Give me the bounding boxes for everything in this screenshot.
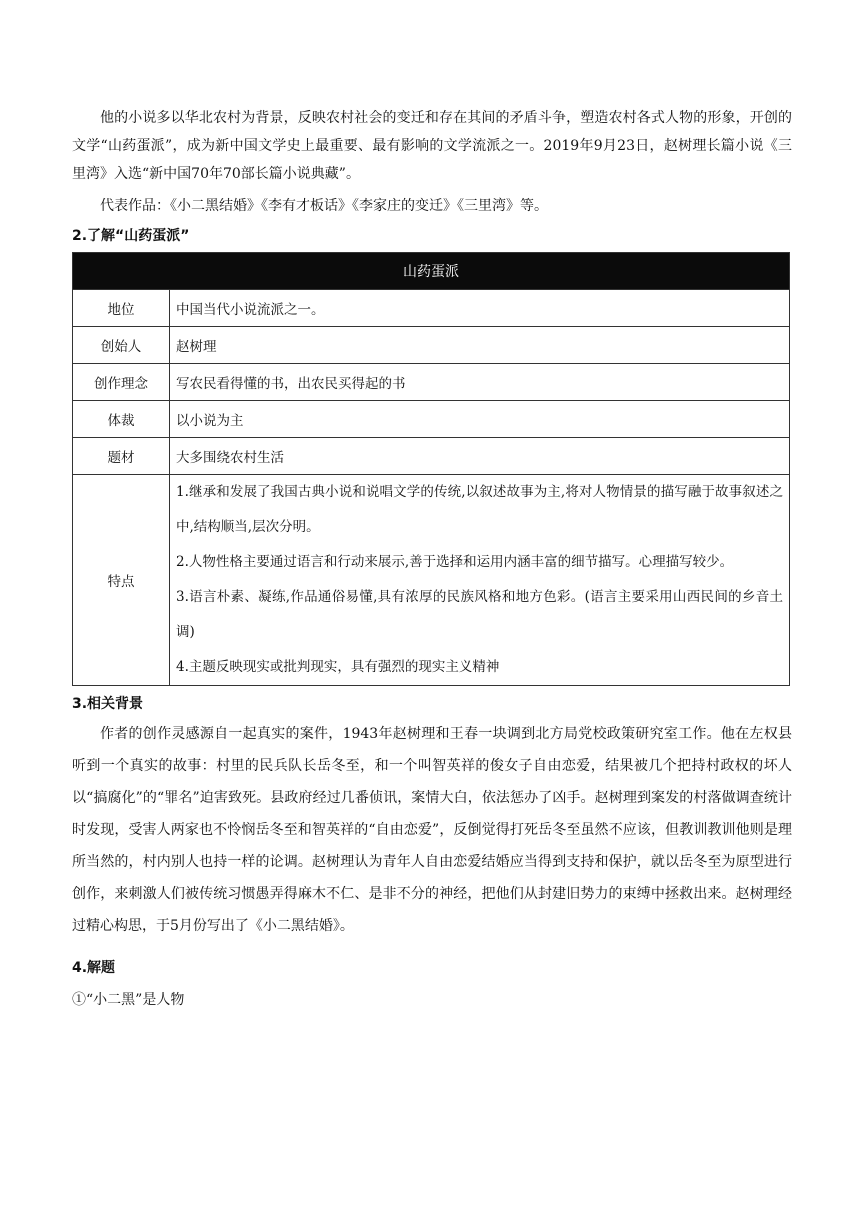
- features-cell: [170, 475, 790, 686]
- document-page: [72, 104, 792, 1016]
- feature-item: 3.语言朴素、凝练,作品通俗易懂,具有浓厚的民族风格和地方色彩。(语言主要采用山西民间的乡音土调): [176, 589, 783, 640]
- row-value: 中国当代小说流派之一。: [170, 290, 790, 327]
- row-value: 以小说为主: [170, 401, 790, 438]
- feature-item: 4.主题反映现实或批判现实，具有强烈的现实主义精神: [176, 659, 500, 675]
- table-row: [73, 327, 790, 364]
- background-paragraph: 作者的创作灵感源自一起真实的案件，1943年赵树理和王春一块调到北方局党校政策研究室工作。他在左权县听到一个真实的故事：村里的民兵队长岳冬至，和一个叫智英祥的俊女子自由恋爱，结果被几个把持村政权的坏人以“搞腐化”的“罪名”迫害致死。县政府经过几番侦讯，案情大白，依法惩办了凶手。赵树理到案发的村落做调查统计时发现，受害人两家也不怜悯岳冬至和智英祥的“自由恋爱”，反倒觉得打死岳冬至虽然不应该，但教训教训他则是理所当然的，村内别人也持一样的论调。赵树理认为青年人自由恋爱结婚应当得到支持和保护，就以岳冬至为原型进行创作，来刺激人们被传统习惯愚弄得麻木不仁、是非不分的神经，把他们从封建旧势力的束缚中拯救出来。赵树理经过精心构思，于5月份写出了《小二黑结婚》。: [72, 726, 792, 934]
- row-label: 题材: [73, 438, 170, 475]
- table-row-features: [73, 475, 790, 686]
- intro-paragraph: 他的小说多以华北农村为背景，反映农村社会的变迁和存在其间的矛盾斗争，塑造农村各式人物的形象，开创的文学“山药蛋派”，成为新中国文学史上最重要、最有影响的文学流派之一。2019年9月23日，赵树理长篇小说《三里湾》入选“新中国70年70部长篇小说典藏”。: [72, 110, 792, 182]
- row-label: 体裁: [73, 401, 170, 438]
- feature-item: 2.人物性格主要通过语言和行动来展示,善于选择和运用内涵丰富的细节描写。心理描写较少。: [176, 554, 734, 570]
- row-label: 地位: [73, 290, 170, 327]
- table-row: [73, 438, 790, 475]
- row-label: 创作理念: [73, 364, 170, 401]
- features-label: 特点: [73, 475, 170, 686]
- row-value: 大多围绕农村生活: [170, 438, 790, 475]
- row-label: 创始人: [73, 327, 170, 364]
- table-row: [73, 401, 790, 438]
- row-value: 赵树理: [170, 327, 790, 364]
- table-title: 山药蛋派: [73, 253, 790, 290]
- section-3-heading: 3.相关背景: [72, 696, 144, 712]
- representative-works-paragraph: 代表作品：《小二黑结婚》《李有才板话》《李家庄的变迁》《三里湾》等。: [100, 198, 548, 214]
- row-value: 写农民看得懂的书，出农民买得起的书: [170, 364, 790, 401]
- table-row: [73, 364, 790, 401]
- shanyaodan-table: [72, 252, 790, 686]
- table-row: [73, 290, 790, 327]
- feature-item: 1.继承和发展了我国古典小说和说唱文学的传统,以叙述故事为主,将对人物情景的描写融于故事叙述之中,结构顺当,层次分明。: [176, 484, 783, 535]
- section-4-heading: 4.解题: [72, 960, 116, 976]
- section-2-heading: 2.了解“山药蛋派”: [72, 228, 190, 244]
- title-explanation-item: ①“小二黑”是人物: [72, 992, 185, 1008]
